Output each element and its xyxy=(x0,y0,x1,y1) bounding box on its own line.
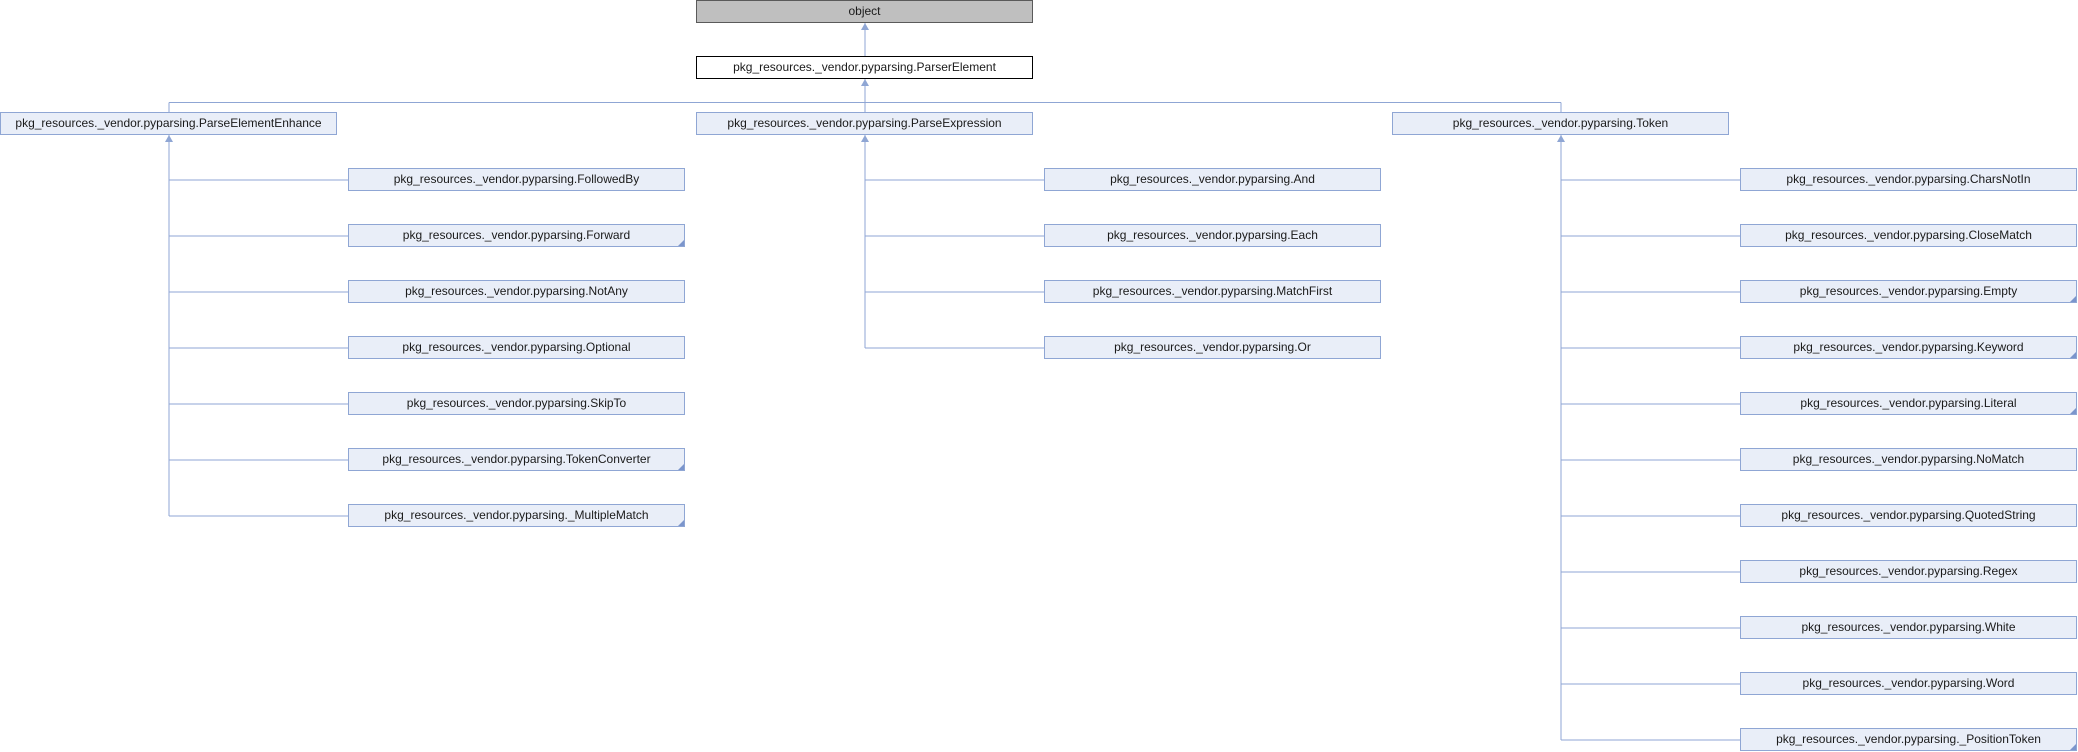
class-label: pkg_resources._vendor.pyparsing.Keyword xyxy=(1793,340,2024,354)
class-node-keyword[interactable] xyxy=(1740,336,2077,359)
class-label: pkg_resources._vendor.pyparsing.Literal xyxy=(1800,396,2017,410)
collapsed-marker-icon xyxy=(2070,744,2076,750)
class-label: pkg_resources._vendor.pyparsing.TokenConverter xyxy=(382,452,651,466)
collapsed-marker-icon xyxy=(2070,296,2076,302)
class-label: pkg_resources._vendor.pyparsing.QuotedString xyxy=(1781,508,2036,522)
class-node-literal[interactable] xyxy=(1740,392,2077,415)
class-node-empty[interactable] xyxy=(1740,280,2077,303)
class-label: pkg_resources._vendor.pyparsing._MultipleMatch xyxy=(384,508,649,522)
class-label: pkg_resources._vendor.pyparsing.SkipTo xyxy=(406,396,627,410)
class-label: pkg_resources._vendor.pyparsing.Forward xyxy=(402,228,631,242)
collapsed-marker-icon xyxy=(2070,408,2076,414)
class-node-white[interactable] xyxy=(1740,616,2077,639)
class-node-parserelement[interactable] xyxy=(696,56,1033,79)
class-label: pkg_resources._vendor.pyparsing.CharsNotIn xyxy=(1786,172,2031,186)
class-label: pkg_resources._vendor.pyparsing.ParseExpression xyxy=(727,116,1002,130)
class-node-multiplematch[interactable] xyxy=(348,504,685,527)
collapsed-marker-icon xyxy=(678,240,684,246)
class-node-quotedstring[interactable] xyxy=(1740,504,2077,527)
class-label: pkg_resources._vendor.pyparsing.Empty xyxy=(1799,284,2018,298)
class-node-or[interactable] xyxy=(1044,336,1381,359)
class-label: pkg_resources._vendor.pyparsing.ParseElementEnhance xyxy=(15,116,322,130)
class-node-regex[interactable] xyxy=(1740,560,2077,583)
class-node-notany[interactable] xyxy=(348,280,685,303)
class-label: pkg_resources._vendor.pyparsing.Or xyxy=(1114,340,1311,354)
class-label: object xyxy=(848,4,881,18)
arrowhead-parseelementenhance xyxy=(165,135,173,142)
class-node-object[interactable] xyxy=(696,0,1033,23)
class-node-and[interactable] xyxy=(1044,168,1381,191)
class-node-nomatch[interactable] xyxy=(1740,448,2077,471)
class-label: pkg_resources._vendor.pyparsing.Regex xyxy=(1799,564,2018,578)
class-label: pkg_resources._vendor.pyparsing.NoMatch xyxy=(1792,452,2025,466)
class-label: pkg_resources._vendor.pyparsing.ParserElement xyxy=(733,60,996,74)
class-label: pkg_resources._vendor.pyparsing.White xyxy=(1801,620,2016,634)
class-label: pkg_resources._vendor.pyparsing.MatchFirst xyxy=(1092,284,1333,298)
class-node-tokenconverter[interactable] xyxy=(348,448,685,471)
class-label: pkg_resources._vendor.pyparsing.Each xyxy=(1107,228,1318,242)
class-node-matchfirst[interactable] xyxy=(1044,280,1381,303)
collapsed-marker-icon xyxy=(678,520,684,526)
class-label: pkg_resources._vendor.pyparsing._PositionToken xyxy=(1776,732,2041,746)
arrowhead-object xyxy=(861,23,869,30)
class-node-forward[interactable] xyxy=(348,224,685,247)
collapsed-marker-icon xyxy=(678,464,684,470)
class-label: pkg_resources._vendor.pyparsing.Word xyxy=(1802,676,2015,690)
class-node-optional[interactable] xyxy=(348,336,685,359)
class-node-followedby[interactable] xyxy=(348,168,685,191)
class-node-word[interactable] xyxy=(1740,672,2077,695)
class-node-token[interactable] xyxy=(1392,112,1729,135)
class-node-positiontoken[interactable] xyxy=(1740,728,2077,751)
arrowhead-token xyxy=(1557,135,1565,142)
class-label: pkg_resources._vendor.pyparsing.And xyxy=(1110,172,1315,186)
arrowhead-parserelement xyxy=(861,79,869,86)
class-node-closematch[interactable] xyxy=(1740,224,2077,247)
class-node-charsnotin[interactable] xyxy=(1740,168,2077,191)
collapsed-marker-icon xyxy=(2070,352,2076,358)
class-label: pkg_resources._vendor.pyparsing.Token xyxy=(1452,116,1669,130)
class-label: pkg_resources._vendor.pyparsing.NotAny xyxy=(405,284,628,298)
class-label: pkg_resources._vendor.pyparsing.FollowedBy xyxy=(393,172,640,186)
class-label: pkg_resources._vendor.pyparsing.Optional xyxy=(402,340,631,354)
class-node-parseelementenhance[interactable] xyxy=(0,112,337,135)
class-node-each[interactable] xyxy=(1044,224,1381,247)
class-node-skipto[interactable] xyxy=(348,392,685,415)
class-label: pkg_resources._vendor.pyparsing.CloseMatch xyxy=(1785,228,2032,242)
class-node-parseexpression[interactable] xyxy=(696,112,1033,135)
arrowhead-parseexpression xyxy=(861,135,869,142)
